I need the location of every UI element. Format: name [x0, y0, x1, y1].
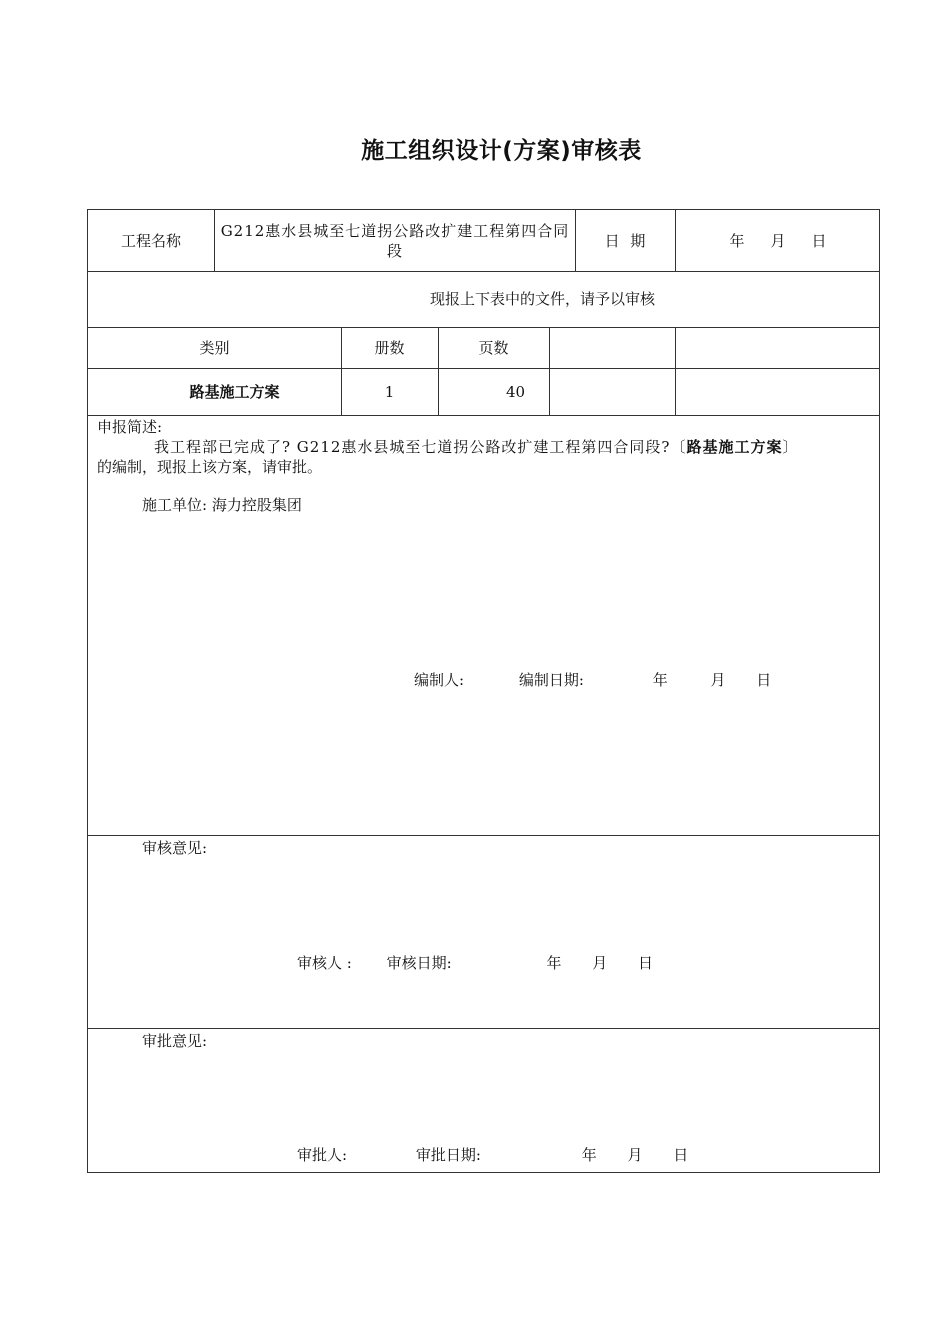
- table-cell-extra: [675, 368, 881, 415]
- project-label: 工程名称: [120, 231, 181, 250]
- report-body-prefix: 我工程部已完成了? G212惠水县城至七道拐公路改扩建工程第四合同段?〔: [154, 438, 687, 456]
- review-date-label: 审核日期:: [386, 954, 452, 972]
- report-body-line2: 的编制，现报上该方案，请审批。: [97, 458, 323, 476]
- author-date-year: 年: [652, 671, 668, 689]
- review-date-month: 月: [592, 954, 608, 972]
- unit-label: 施工单位:: [142, 496, 208, 514]
- approval-date-label: 审批日期:: [415, 1146, 481, 1164]
- col-divider: [214, 210, 215, 271]
- col-header-extra: [675, 327, 881, 368]
- author-date-day: 日: [756, 671, 772, 689]
- approval-date-month: 月: [627, 1146, 643, 1164]
- approval-date-day: 日: [673, 1146, 689, 1164]
- construction-unit: [142, 495, 302, 515]
- project-name: G212惠水县城至七道拐公路改扩建工程第四合同段: [220, 221, 570, 260]
- approval-label: 审批意见:: [142, 1032, 208, 1050]
- author-label: 编制人:: [414, 671, 465, 689]
- reviewer-line: [297, 953, 653, 973]
- col-header-volumes: 册数: [374, 338, 405, 357]
- approval-date-year: 年: [581, 1146, 597, 1164]
- table-cell-extra: [549, 368, 675, 415]
- review-label: 审核意见:: [142, 839, 208, 857]
- col-header-category: 类别: [199, 338, 230, 357]
- table-cell-volumes: 1: [384, 382, 395, 401]
- date-day: 日: [811, 231, 827, 250]
- approver-label: 审批人:: [297, 1146, 348, 1164]
- reviewer-label: 审核人 :: [297, 954, 352, 972]
- row-divider: [88, 1028, 879, 1029]
- author-line: [414, 670, 771, 690]
- author-date-label: 编制日期:: [518, 671, 584, 689]
- report-label: 申报简述:: [97, 418, 163, 436]
- table-cell-pages: 40: [505, 382, 526, 401]
- report-body-line1: [154, 437, 799, 457]
- date-year: 年: [729, 231, 745, 250]
- report-body-suffix: 〕: [782, 438, 799, 456]
- row-divider: [88, 415, 879, 416]
- table-cell-category: 路基施工方案: [189, 382, 280, 401]
- unit-name: 海力控股集团: [211, 496, 302, 514]
- date-value: [675, 210, 881, 271]
- col-header-extra: [549, 327, 675, 368]
- author-date-month: 月: [710, 671, 726, 689]
- submit-note: 现报上下表中的文件，请予以审核: [429, 290, 655, 308]
- page-title: 施工组织设计(方案)审核表: [361, 138, 642, 164]
- review-date-year: 年: [546, 954, 562, 972]
- review-form: [87, 209, 880, 1173]
- review-date-day: 日: [638, 954, 654, 972]
- report-body-plan: 路基施工方案: [686, 438, 783, 456]
- col-header-pages: 页数: [478, 338, 509, 357]
- date-month: 月: [770, 231, 786, 250]
- date-label: 日 期: [604, 231, 646, 250]
- row-divider: [88, 835, 879, 836]
- approver-line: [297, 1145, 688, 1165]
